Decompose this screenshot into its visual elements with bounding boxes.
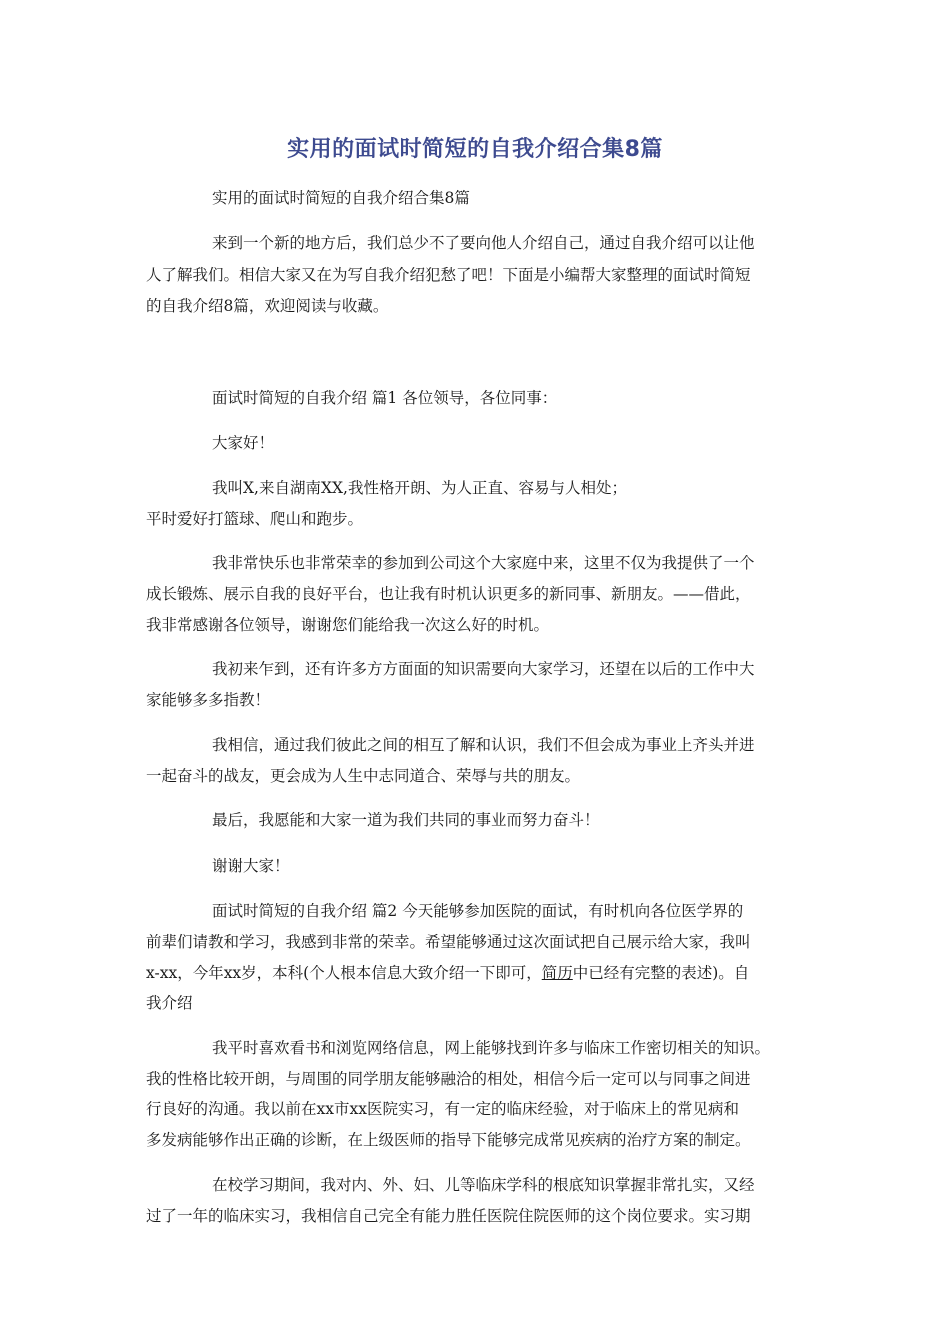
greeting: 大家好！: [212, 434, 275, 452]
paragraph-line: 我相信，通过我们彼此之间的相互了解和认识，我们不但会成为事业上齐头并进: [212, 736, 755, 754]
paragraph-line: 我叫X,来自湖南XX,我性格开朗、为人正直、容易与人相处；: [212, 479, 627, 497]
paragraph-line: 行良好的沟通。我以前在xx市xx医院实习，有一定的临床经验，对于临床上的常见病和: [146, 1100, 739, 1118]
paragraph-text: x-xx，今年xx岁，本科(个人根本信息大致介绍一下即可，: [146, 964, 542, 982]
paragraph-line: 平时爱好打篮球、爬山和跑步。: [146, 510, 364, 528]
paragraph-line: [146, 963, 749, 983]
paragraph-line: 我非常快乐也非常荣幸的参加到公司这个大家庭中来，这里不仅为我提供了一个: [212, 554, 755, 572]
paragraph-line: 我平时喜欢看书和浏览网络信息，网上能够找到许多与临床工作密切相关的知识。: [212, 1039, 771, 1057]
subtitle: 实用的面试时简短的自我介绍合集8篇: [212, 189, 470, 207]
paragraph-line: 过了一年的临床实习，我相信自己完全有能力胜任医院住院医师的这个岗位要求。实习期: [146, 1207, 751, 1225]
intro-line: 来到一个新的地方后，我们总少不了要向他人介绍自己，通过自我介绍可以让他: [212, 234, 755, 252]
section2-heading: 面试时简短的自我介绍 篇2 今天能够参加医院的面试，有时机向各位医学界的: [212, 902, 744, 920]
paragraph-line: 我介绍: [146, 994, 193, 1012]
paragraph-line: 多发病能够作出正确的诊断，在上级医师的指导下能够完成常见疾病的治疗方案的制定。: [146, 1131, 751, 1149]
paragraph-line: 一起奋斗的战友，更会成为人生中志同道合、荣辱与共的朋友。: [146, 767, 581, 785]
intro-line: 的自我介绍8篇，欢迎阅读与收藏。: [146, 297, 389, 315]
paragraph-line: 我初来乍到，还有许多方方面面的知识需要向大家学习，还望在以后的工作中大: [212, 660, 755, 678]
section1-heading: 面试时简短的自我介绍 篇1 各位领导，各位同事：: [212, 389, 558, 407]
intro-line: 人了解我们。相信大家又在为写自我介绍犯愁了吧！下面是小编帮大家整理的面试时简短: [146, 266, 751, 284]
paragraph-line: 在校学习期间，我对内、外、妇、儿等临床学科的根底知识掌握非常扎实，又经: [212, 1176, 755, 1194]
document-title: 实用的面试时简短的自我介绍合集8篇: [287, 137, 663, 162]
paragraph-line: 最后，我愿能和大家一道为我们共同的事业而努力奋斗！: [212, 811, 600, 829]
paragraph-text: 中已经有完整的表述)。自: [572, 964, 750, 982]
paragraph-line: 成长锻炼、展示自我的良好平台，也让我有时机认识更多的新同事、新朋友。——借此，: [146, 585, 751, 603]
paragraph-line: 前辈们请教和学习，我感到非常的荣幸。希望能够通过这次面试把自己展示给大家，我叫: [146, 933, 751, 951]
thanks: 谢谢大家！: [212, 857, 290, 875]
paragraph-line: 家能够多多指教！: [146, 691, 271, 709]
resume-link[interactable]: 简历: [541, 964, 573, 982]
paragraph-line: 我非常感谢各位领导，谢谢您们能给我一次这么好的时机。: [146, 616, 550, 634]
paragraph-line: 我的性格比较开朗，与周围的同学朋友能够融洽的相处，相信今后一定可以与同事之间进: [146, 1070, 751, 1088]
